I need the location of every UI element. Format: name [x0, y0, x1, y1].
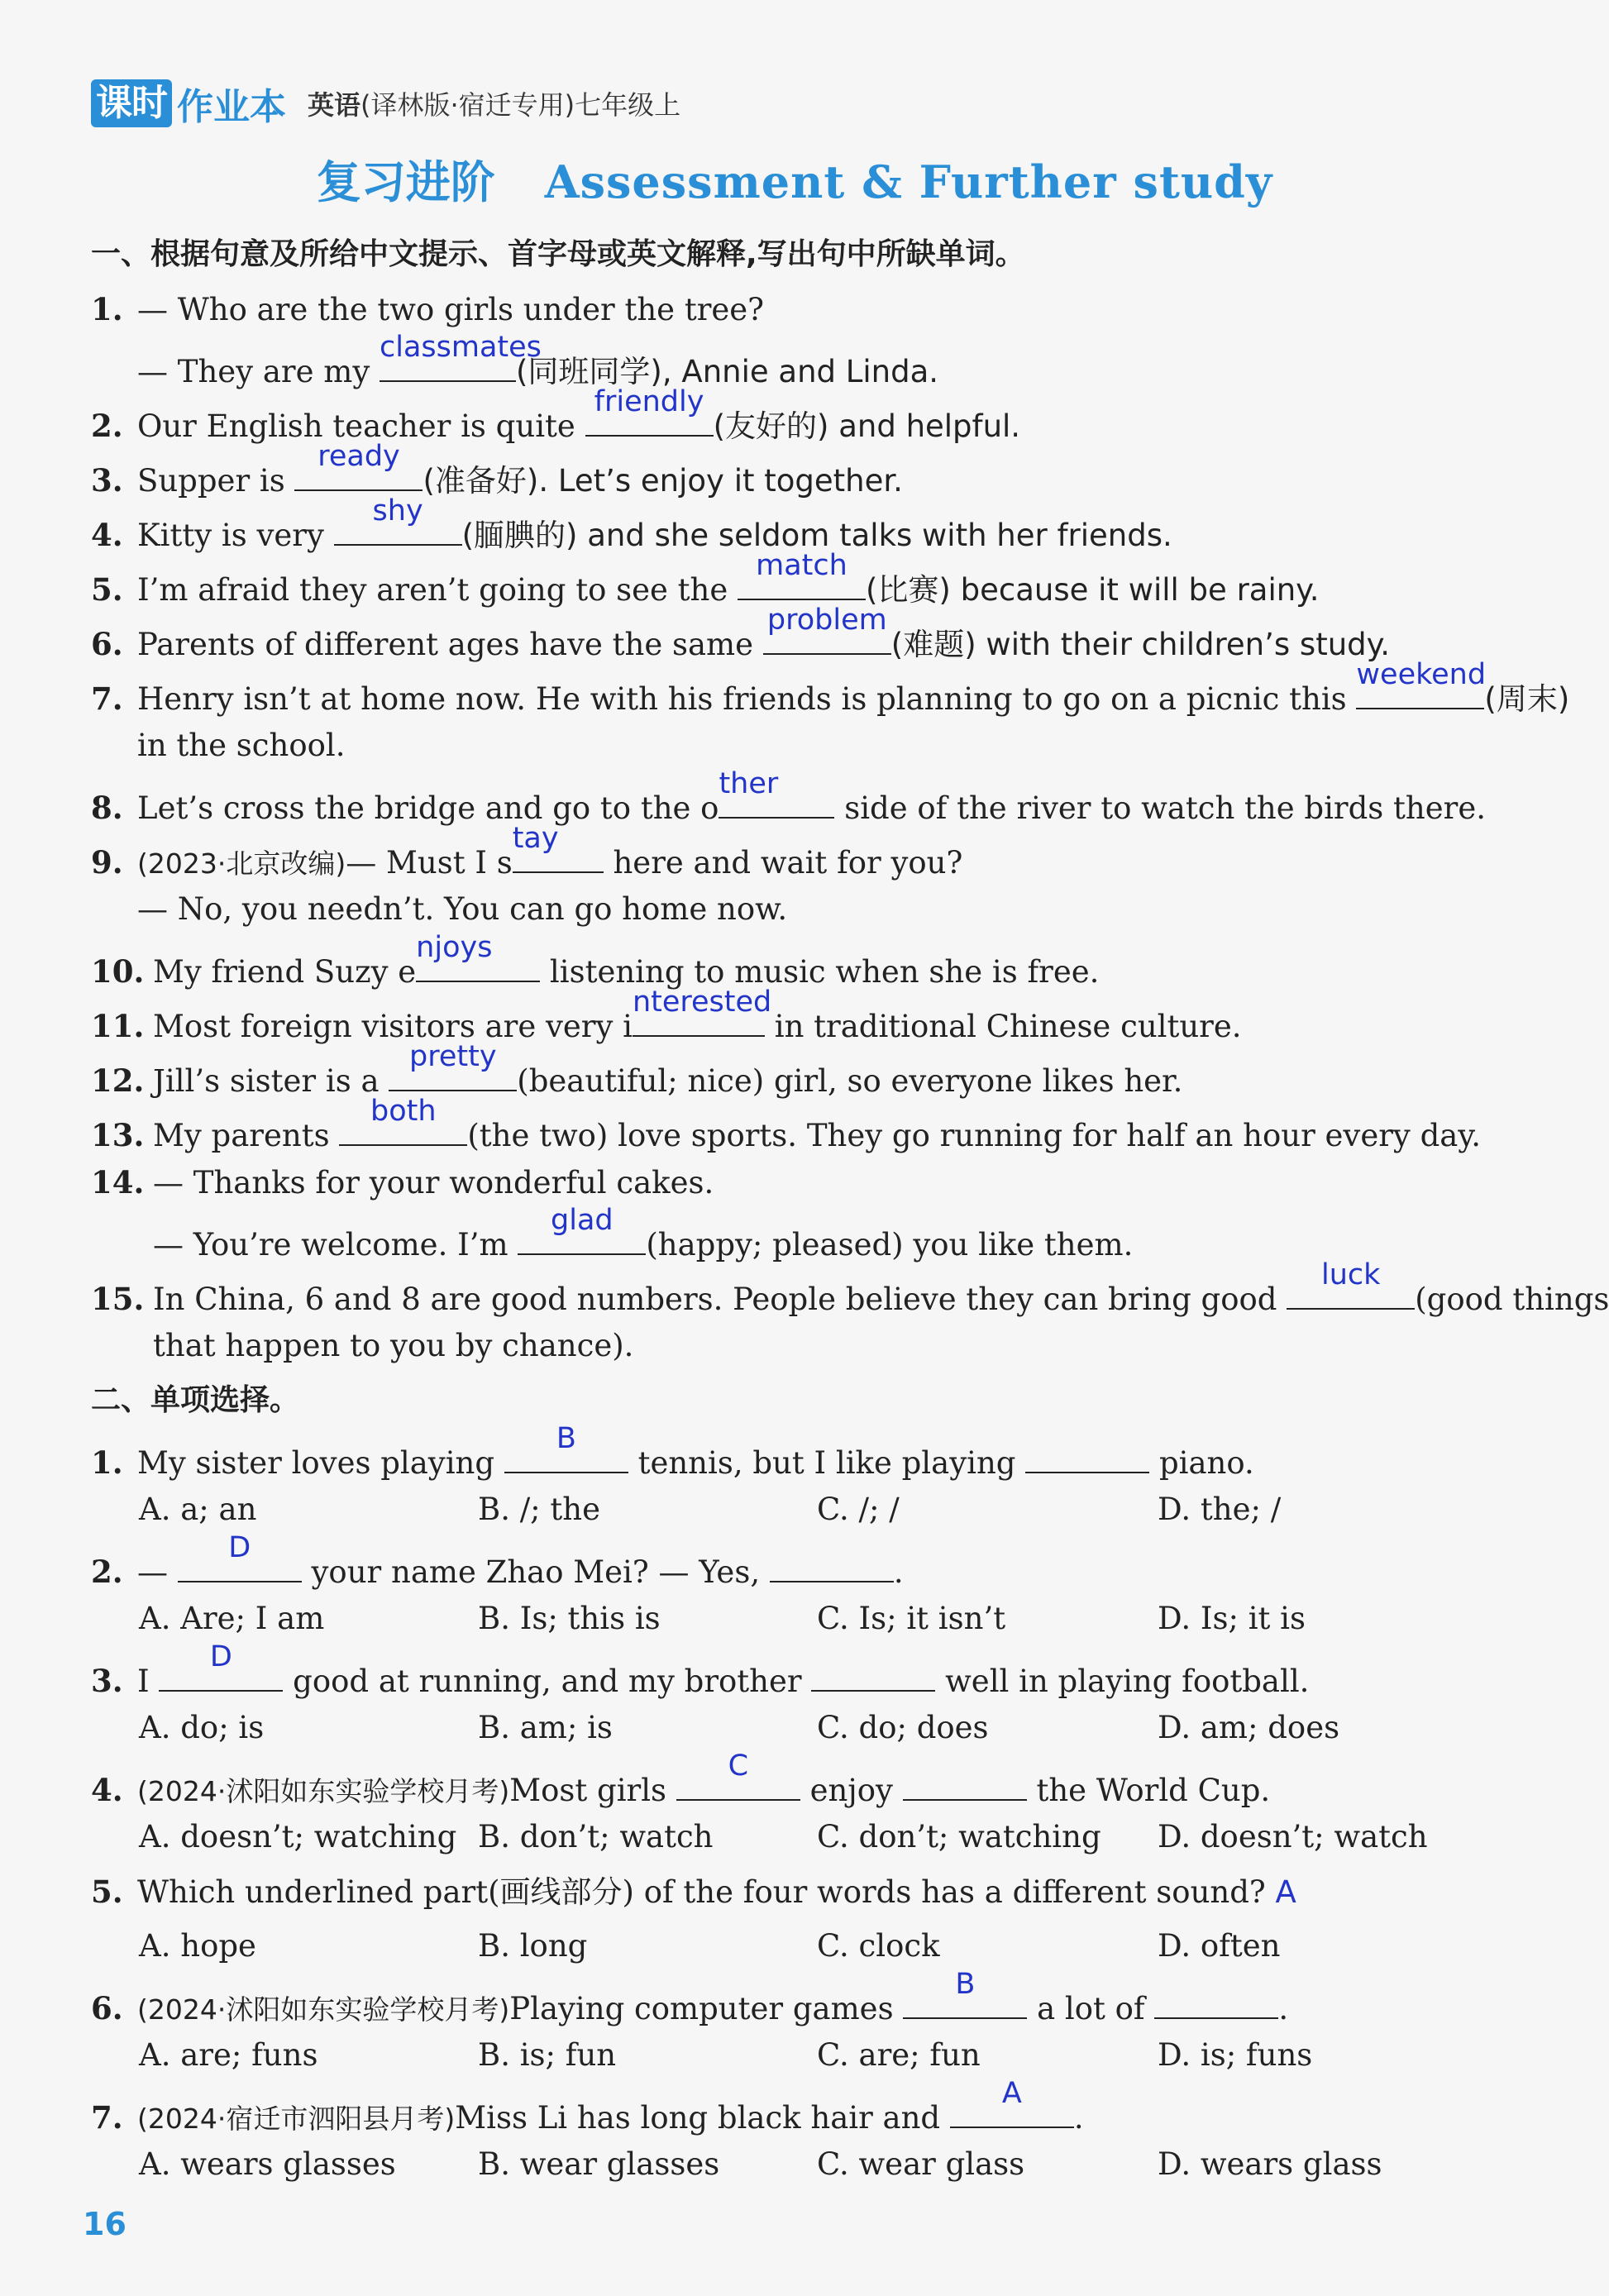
p1-q13: 13. My parents both (the two) love sports. They go running for half an hour every day. [91, 1095, 1482, 1153]
p1-q10: 10. My friend Suzy e njoys listening to music when she is free. [91, 931, 1100, 990]
part1-heading: 一、根据句意及所给中文提示、首字母或英文解释,写出句中所缺单词。 [91, 237, 1025, 271]
p1-q14: 14. — Thanks for your wonderful cakes. [91, 1164, 714, 1201]
part2-heading: 二、单项选择。 [91, 1383, 300, 1417]
p1-q3: 3. Supper is ready (准备好). Let’s enjoy it together. [91, 440, 903, 499]
section-title: 复习进阶 Assessment & Further study [316, 155, 1273, 208]
book-brand [91, 79, 680, 128]
p1-q7: 7. Henry isn’t at home now. He with his friends is planning to go on a picnic this weekend (周末) [91, 658, 1570, 717]
p1-q1-line2: — They are my classmates (同班同学), Annie and Linda. [137, 339, 938, 397]
p1-q12: 12. Jill’s sister is a pretty (beautiful; nice) girl, so everyone likes her. [91, 1040, 1183, 1099]
p2-q7: 7. (2024·宿迁市泗阳县月考)Miss Li has long black hair and A . [91, 2077, 1084, 2136]
brand-name: 作业本 [177, 86, 286, 128]
answer: classmates [379, 331, 542, 364]
p2-q4: 4. (2024·沭阳如东实验学校月考)Most girls C enjoy the World Cup. [91, 1749, 1271, 1808]
p1-q5: 5. I’m afraid they aren’t going to see the match (比赛) because it will be rainy. [91, 549, 1320, 608]
page-number: 16 [83, 2206, 127, 2242]
p1-q15-line2: that happen to you by chance). [153, 1328, 634, 1363]
p2-q2: 2. — D your name Zhao Mei? — Yes, . [91, 1531, 904, 1590]
p1-q8: 8. Let’s cross the bridge and go to the o ther side of the river to watch the birds there. [91, 767, 1486, 826]
p2-q6: 6. (2024·沭阳如东实验学校月考)Playing computer games B a lot of . [91, 1968, 1289, 2026]
p1-q7-line2: in the school. [137, 728, 346, 763]
p1-q2: 2. Our English teacher is quite friendly (友好的) and helpful. [91, 385, 1021, 444]
p1-q15: 15. In China, 6 and 8 are good numbers. People believe they can bring good luck (good things [91, 1258, 1609, 1317]
p1-q11: 11. Most foreign visitors are very i nterested in traditional Chinese culture. [91, 986, 1242, 1044]
p1-q4: 4. Kitty is very shy (腼腆的) and she seldom talks with her friends. [91, 494, 1172, 553]
p2-q5: 5. Which underlined part(画线部分) of the four words has a different sound? A [91, 1874, 1296, 1910]
p2-q1: 1. My sister loves playing B tennis, but I like playing piano. [91, 1422, 1254, 1481]
page: 课时 作业本 英语(译林版·宿迁专用)七年级上 复习进阶 Assessment & Further study 一、根据句意及所给中文提示、首字母或英文解释,写出句中所缺单词。 1. — Who are the two girls under the tree? — They are my classmates (同班同学), Annie and Linda. 2. Our English teacher is quite friendly (友好的) and helpful. 3. Supper is ready (准备好). Let’s enjoy it together. 4. Kitty is very shy (腼腆的) and she seldom talks with her friends. 5. I’m afraid they aren’t going to see the match (比赛) because it will be rainy. 6. Parents of different ages have the same problem (难题) with their children’s study. 7. Henry isn’t at home now. He with his friends is planning to go on a picnic this weekend (周末) in the school. 8. Let’s cross the bridge and go to the o ther side of the river to watch the birds there. 9. (2023·北京改编)— Must I s tay here and wait for you? — No, you needn’t. You can go home now. 10. My friend Suzy e njoys listening to music when she is free. 11. Most foreign visitors are very i nterested in traditional Chinese culture. 12. Jill’s sister is a pretty (beautiful; nice) girl, so everyone likes her. 13. My parents both (the two) love sports. They go running for half an hour every day. 14. — Thanks for your wonderful cakes. — You’re welcome. I’m glad (happy; pleased) you like them. 15. In China, 6 and 8 are good numbers. People believe they can bring good luck (good things that happen to you by chance). 二、单项选择。 1. My sister loves playing B tennis, but I like playing piano. A. a; an B. /; the C. /; / D. the; / 2. — D your name Zhao Mei? — Yes, . A. Are; I am B. Is; this is C. Is; it isn’t D. Is; it is 3. I D good at running, and my brother well in playing football. A. do; is B. am; is C. do; does D. am; does 4. (2024·沭阳如东实验学校月考)Most girls C enjoy the World Cup. A. doesn’t; watching B. don’t; watch C. don’t; watching D. doesn’t; watch 5. Which underlined part(画线部分) of the four words has a different sound? A A. hope B. long C. clock D. often 6. (2024·沭阳如东实验学校月考)Playing computer games B a lot of . A. are; funs B. is; fun C. are; fun D. is; funs 7. (2024·宿迁市泗阳县月考)Miss Li has long black hair and A . A. wears glasses B. wear glasses C. wear glass D. wears glass 16 [0, 0, 1589, 2296]
p1-q6: 6. Parents of different ages have the same problem (难题) with their children’s study. [91, 604, 1391, 662]
p1-q9: 9. (2023·北京改编)— Must I s tay here and wait for you? [91, 822, 963, 881]
book-info: 英语(译林版·宿迁专用)七年级上 [308, 89, 681, 121]
p2-q3: 3. I D good at running, and my brother well in playing football. [91, 1640, 1310, 1699]
p1-q1-line1: 1. — Who are the two girls under the tree? [91, 291, 765, 327]
answer: A [1275, 1874, 1296, 1910]
p1-q14-line2: — You’re welcome. I’m glad (happy; pleased) you like them. [153, 1204, 1134, 1263]
brand-logo: 课时 [91, 79, 172, 127]
p1-q9-line2: — No, you needn’t. You can go home now. [137, 891, 788, 927]
